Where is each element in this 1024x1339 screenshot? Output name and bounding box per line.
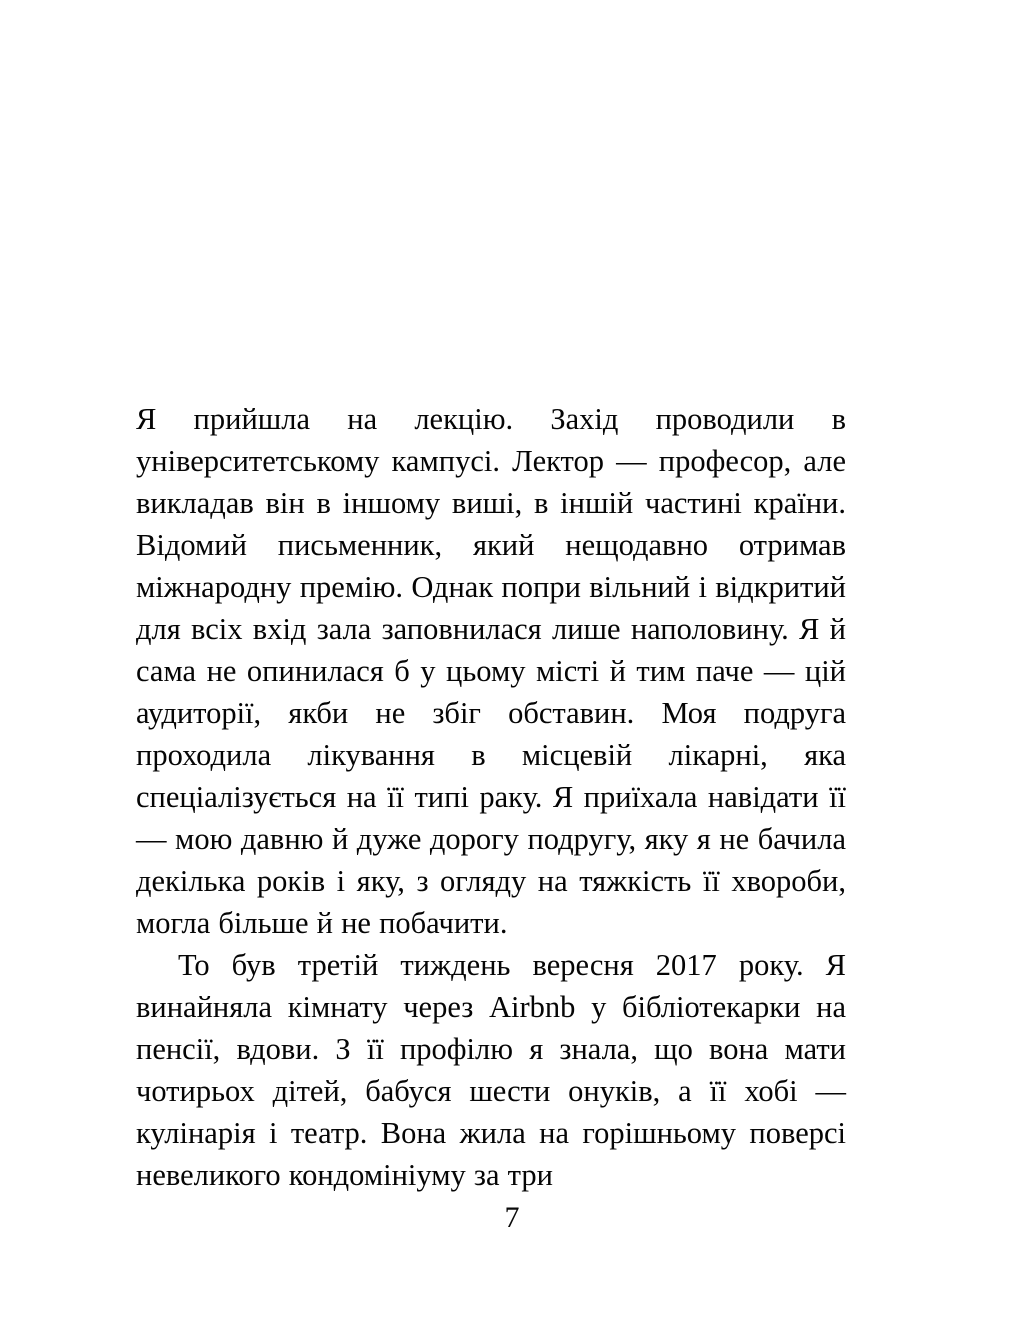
page-number: 7	[504, 1201, 520, 1234]
body-paragraph-2: То був третій тиждень вересня 2017 року. Я винайняла кімнату через Airbnb у бібліотекарки на пенсії, вдови. З її профілю я знала, що вона мати чотирьох дітей, бабуся шести онуків, а її хобі — кулінарія і театр. Вона жила на горішньому поверсі невеликого кондомініуму за три	[136, 948, 846, 1192]
page-text-block	[136, 398, 846, 1196]
body-paragraph-1: Я прийшла на лекцію. Захід проводили в університетському кампусі. Лектор — професор, але викладав він в іншому виші, в іншій частині країни. Відомий письменник, який нещодавно отримав міжнародну премію. Однак попри вільний і відкритий для всіх вхід зала заповнилася лише наполовину. Я й сама не опинилася б у цьому місті й тим паче — цій аудиторії, якби не збіг обставин. Моя подруга проходила лікування в місцевій лікарні, яка спеціалізується на її типі раку. Я приїхала навідати її — мою давню й дуже дорогу подругу, яку я не бачила декілька років і яку, з огляду на тяжкість її хвороби, могла більше й не побачити.	[136, 402, 846, 940]
